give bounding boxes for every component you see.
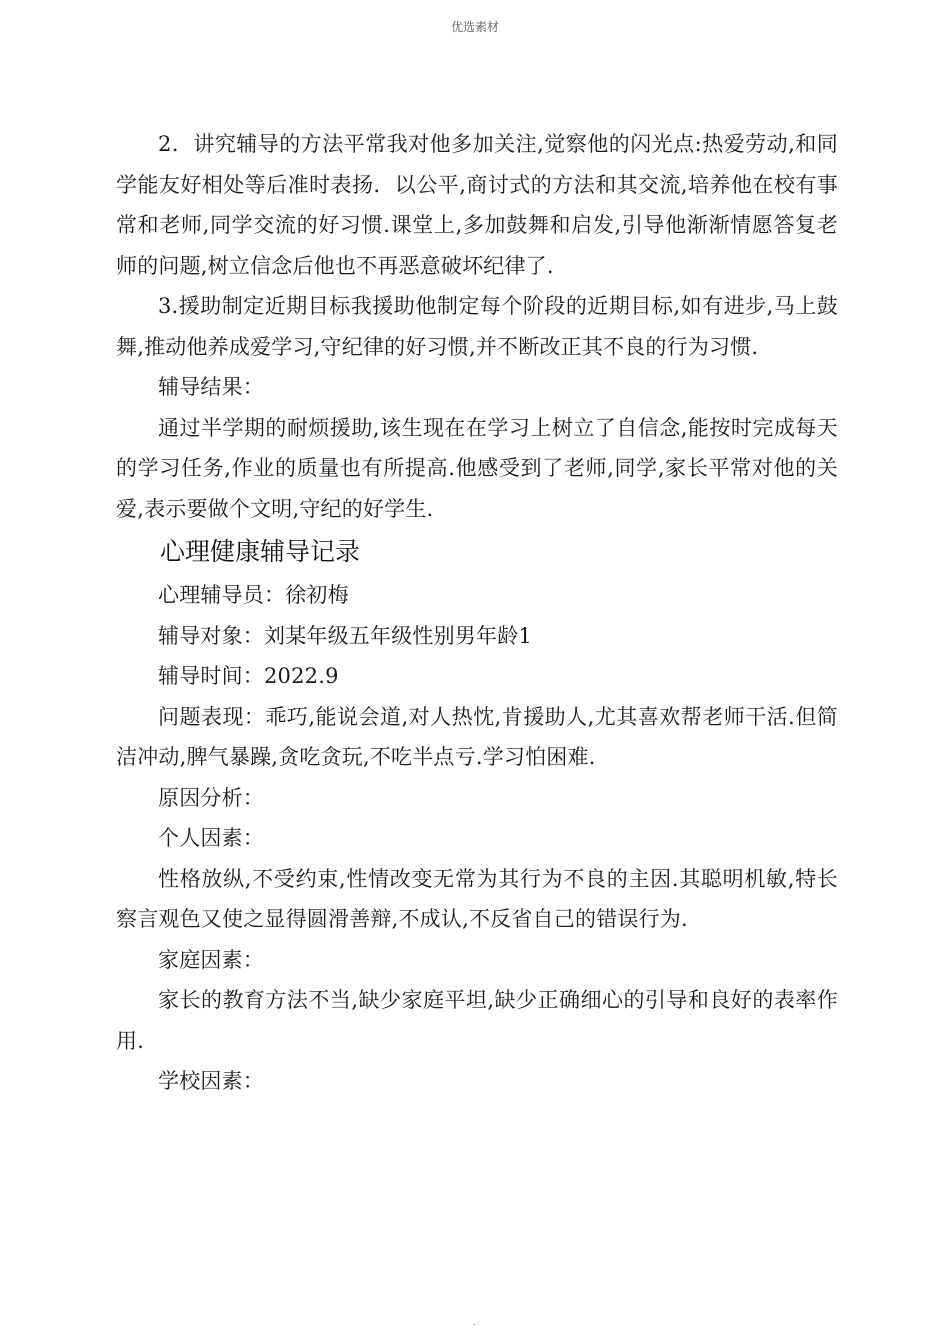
paragraph-subject: 辅导对象：刘某年级五年级性别男年龄1 <box>158 623 532 648</box>
paragraph-personal-label: 个人因素： <box>158 826 264 850</box>
paragraph-method: 2．讲究辅导的方法平常我对他多加关注,觉察他的闪光点:热爱劳动,和同学能友好相处等后准时表扬．以公平,商讨式的方法和其交流,培养他在校有事常和老师,同学交流的好习惯.课堂上,多加鼓舞和启发,引导他渐渐情愿答复老师的问题,树立信念后他也不再恶意破坏纪律了. <box>116 132 838 278</box>
paragraph-personal: 性格放纵,不受约束,性情改变无常为其行为不良的主因.其聪明机敏,特长察言观色又使之显得圆滑善辩,不成认,不反省自己的错误行为. <box>116 866 838 931</box>
paragraph-problem: 问题表现：乖巧,能说会道,对人热忱,肯援助人,尤其喜欢帮老师干活.但简洁冲动,脾气暴躁,贪吃贪玩,不吃半点亏.学习怕困难. <box>116 704 838 769</box>
paragraph-cause-label: 原因分析： <box>158 785 264 810</box>
paragraph-result: 通过半学期的耐烦援助,该生现在在学习上树立了自信念,能按时完成每天的学习任务,作业的质量也有所提高.他感受到了老师,同学,家长平常对他的关爱,表示要做个文明,守纪的好学生. <box>116 415 838 521</box>
paragraph-family: 家长的教育方法不当,缺少家庭平坦,缺少正确细心的引导和良好的表率作用. <box>116 988 838 1053</box>
paragraph-result-label: 辅导结果： <box>158 375 264 399</box>
paragraph-time: 辅导时间：2022.9 <box>158 664 339 688</box>
page-header: 优选素材 <box>450 20 499 34</box>
page-footer: . <box>473 1318 476 1328</box>
paragraph-family-label: 家庭因素： <box>158 947 264 972</box>
paragraph-counselor: 心理辅导员：徐初梅 <box>158 583 349 607</box>
paragraph-school-label: 学校因素： <box>158 1069 264 1093</box>
document-body <box>116 124 838 1102</box>
section-title: 心理健康辅导记录 <box>160 537 361 566</box>
paragraph-goals: 3.援助制定近期目标我援助他制定每个阶段的近期目标,如有进步,马上鼓舞,推动他养成爱学习,守纪律的好习惯,并不断改正其不良的行为习惯. <box>116 294 838 359</box>
